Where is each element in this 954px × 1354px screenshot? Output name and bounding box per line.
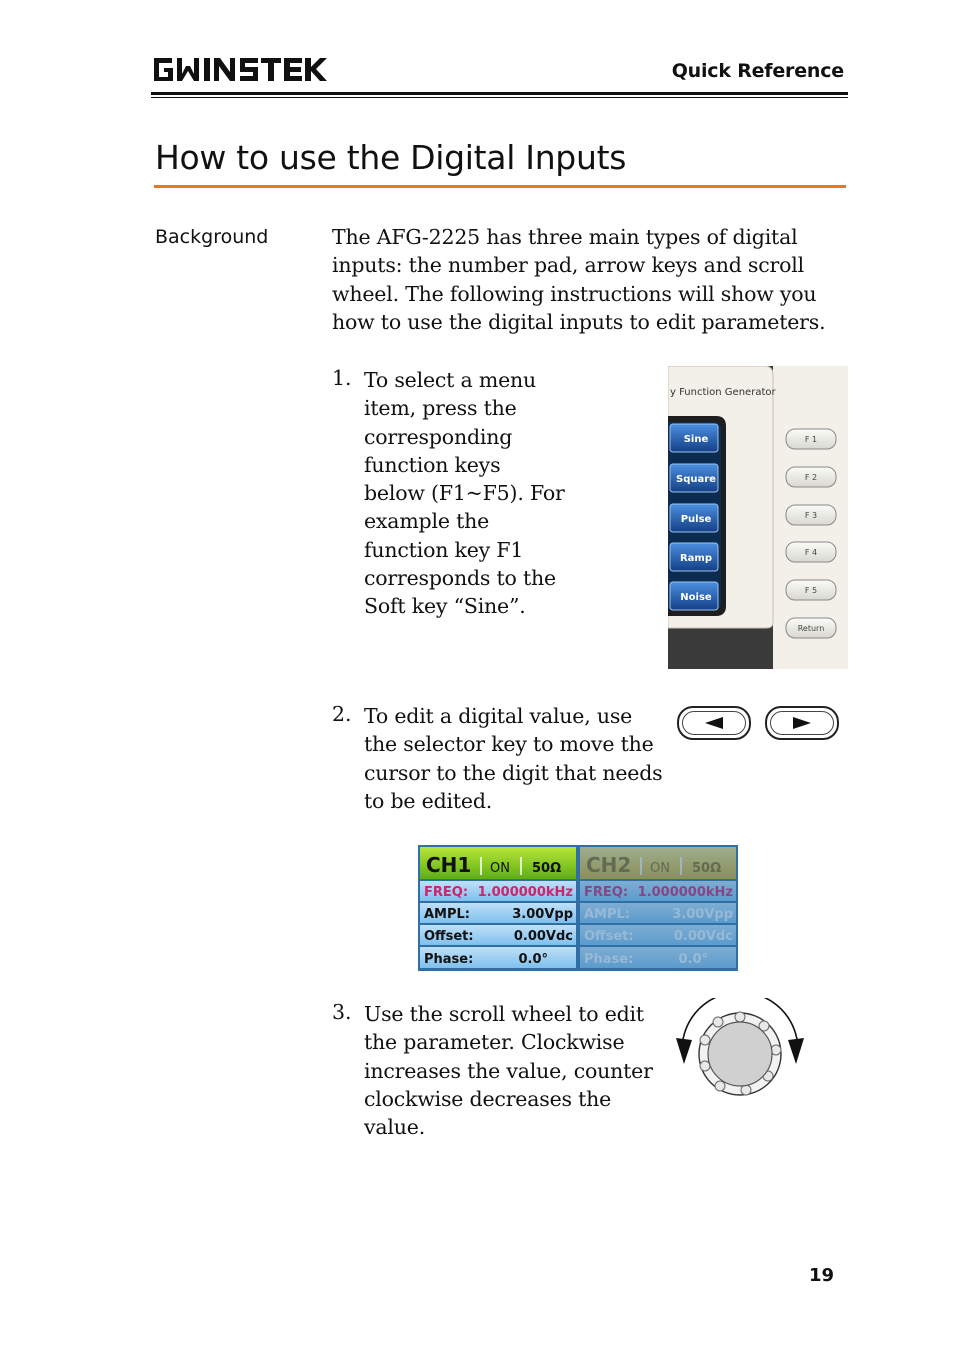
svg-text:0.0°: 0.0° [678,952,708,967]
left-arrow-icon [703,715,725,731]
section-title: Quick Reference [671,60,844,82]
softkey-square-label: Square [676,474,716,485]
svg-text:0.00Vdc: 0.00Vdc [673,929,733,944]
right-arrow-icon [791,715,813,731]
channel-2-panel [580,847,736,968]
step-3-text: Use the scroll wheel to edit the parameter. Clockwise increases the value, counter clockwise decreases the value. [364,1002,653,1140]
function-key-f3-label: F 3 [804,511,818,520]
function-key-f5-label: F 5 [804,586,818,595]
channel-1-panel [420,847,576,968]
svg-text:CH1: CH1 [426,853,472,877]
title-underline [154,185,846,188]
page-number: 19 [808,1265,834,1286]
step-number: 3. [332,1000,352,1024]
right-arrow-key[interactable] [765,706,839,740]
side-label: Background [155,226,269,248]
scroll-wheel-icon[interactable] [672,998,808,1110]
step-number: 2. [332,702,352,726]
channel-display-image [418,845,738,971]
svg-text:Phase:: Phase: [584,952,634,967]
svg-text:Offset:: Offset: [584,929,634,944]
svg-text:FREQ:: FREQ: [584,885,629,900]
function-key-f1-label: F 1 [804,435,818,444]
softkey-pulse-label: Pulse [680,514,712,525]
softkey-ramp-label: Ramp [679,553,713,564]
panel-header-text: y Function Generator [670,387,776,398]
function-key-f4-label: F 4 [804,548,818,557]
softkey-sine-label: Sine [683,434,709,445]
svg-text:1.000000kHz: 1.000000kHz [477,885,573,900]
svg-text:AMPL:: AMPL: [584,907,631,922]
svg-text:AMPL:: AMPL: [424,907,471,922]
front-panel-image [668,366,848,669]
header-rule-thick [151,92,848,95]
page-title: How to use the Digital Inputs [155,138,627,177]
brand-logo [152,54,327,86]
svg-text:0.00Vdc: 0.00Vdc [513,929,573,944]
step-2-text: To edit a digital value, use the selector key to move the cursor to the digit that needs to be edited. [364,704,663,813]
svg-text:50Ω: 50Ω [532,861,562,876]
svg-text:CH2: CH2 [586,853,632,877]
svg-text:FREQ:: FREQ: [424,885,469,900]
function-key-return-label: Return [797,624,825,633]
svg-text:Offset:: Offset: [424,929,474,944]
svg-text:3.00Vpp: 3.00Vpp [512,907,573,922]
function-key-f2-label: F 2 [804,473,818,482]
svg-text:1.000000kHz: 1.000000kHz [637,885,733,900]
step-number: 1. [332,366,352,390]
intro-paragraph: The AFG-2225 has three main types of digital inputs: the number pad, arrow keys and scroll wheel. The following instructions will show you how to use the digital inputs to edit parameters. [332,225,826,334]
svg-text:Phase:: Phase: [424,952,474,967]
left-arrow-key[interactable] [677,706,751,740]
softkey-noise-label: Noise [680,592,712,603]
svg-text:ON: ON [490,861,510,876]
svg-text:ON: ON [650,861,670,876]
svg-text:50Ω: 50Ω [692,861,722,876]
step-1-text: To select a menu item, press the corresponding function keys below (F1~F5). For example the function key F1 corresponds to the Soft key “Sine”. [364,368,565,619]
svg-text:3.00Vpp: 3.00Vpp [672,907,733,922]
svg-text:0.0°: 0.0° [518,952,548,967]
header-rule-thin [151,97,848,98]
